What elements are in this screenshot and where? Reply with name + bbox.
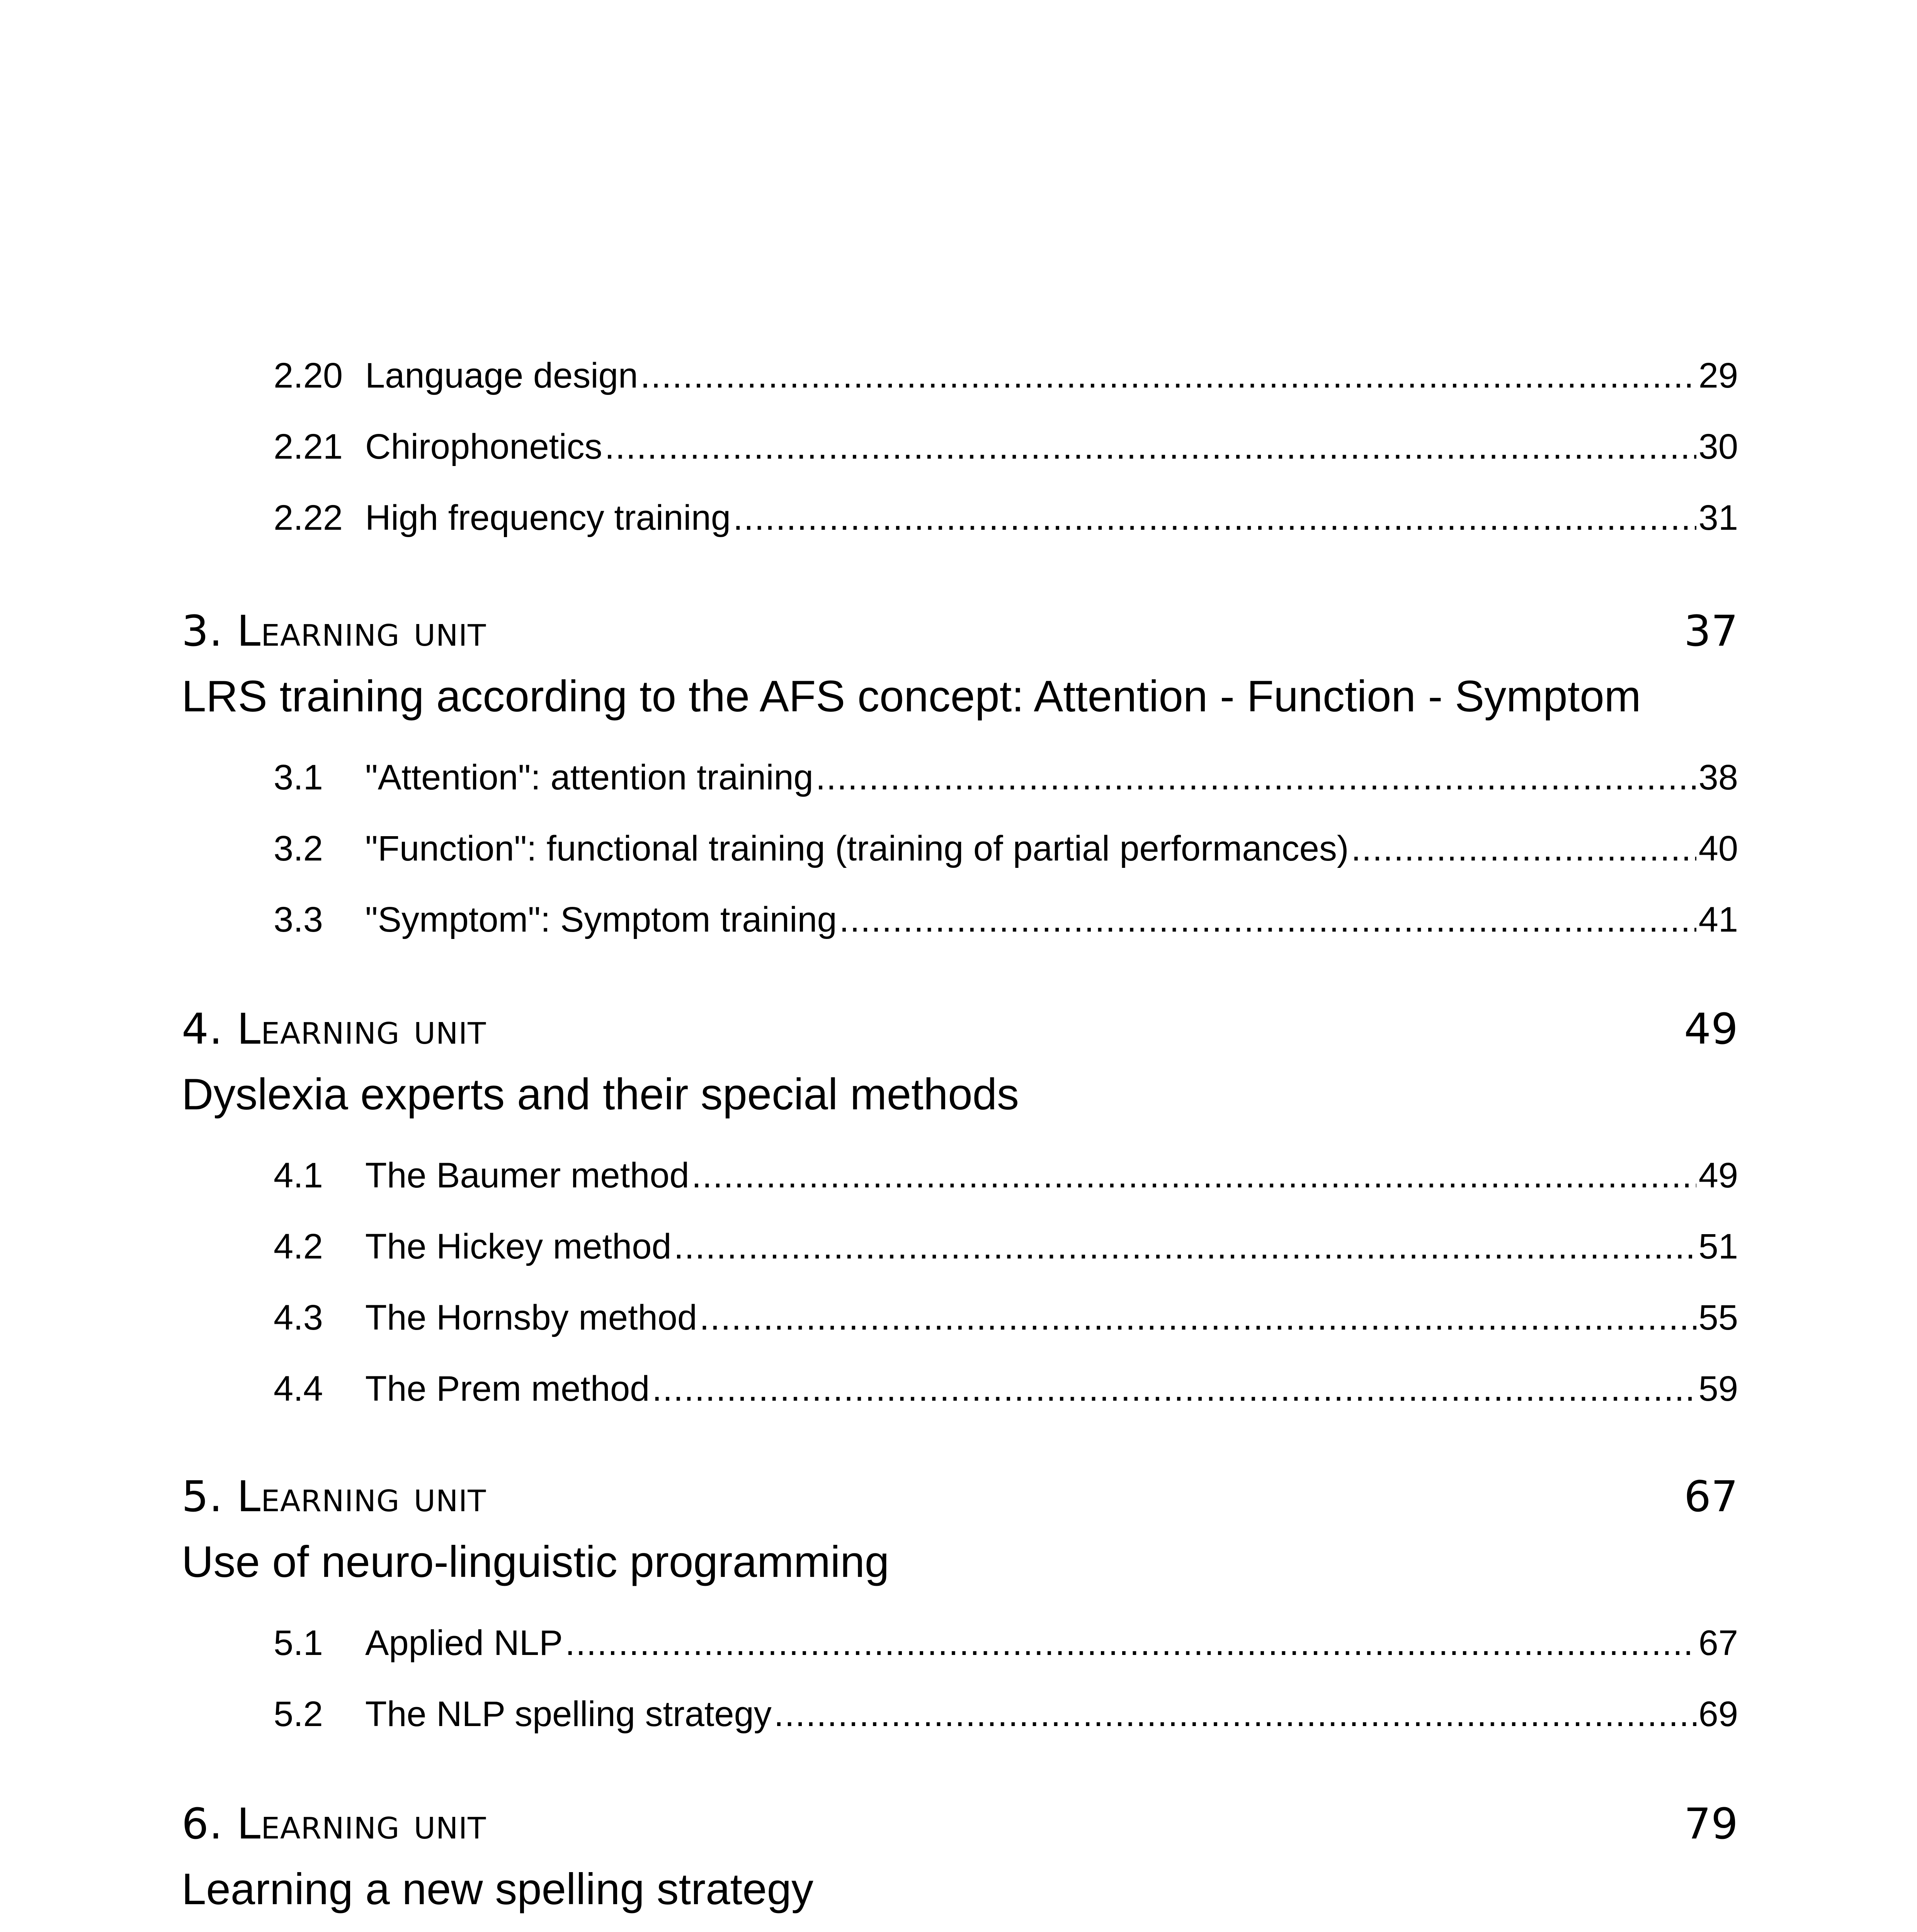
entry-number: 2.20: [274, 356, 343, 395]
unit-5-heading[interactable]: [182, 1464, 1738, 1529]
entry-number: 4.3: [274, 1298, 323, 1337]
unit-5-entries: [274, 1607, 1738, 1750]
entry-title: "Function": functional training (training of partial performances): [365, 829, 1349, 868]
unit-page: 79: [1684, 1799, 1738, 1849]
toc-entry[interactable]: [274, 813, 1738, 884]
unit-3-heading[interactable]: [182, 598, 1738, 664]
dot-leader: [1351, 813, 1696, 884]
entry-page: 69: [1698, 1694, 1738, 1734]
unit-3-entries: [274, 742, 1738, 955]
entry-title: The Baumer method: [365, 1156, 689, 1195]
entry-page: 29: [1698, 356, 1738, 395]
entry-title: The Hornsby method: [365, 1298, 697, 1337]
entry-page: 55: [1698, 1298, 1738, 1337]
entry-title: High frequency training: [365, 498, 731, 537]
entry-title: The NLP spelling strategy: [365, 1694, 772, 1734]
entry-page: 51: [1698, 1227, 1738, 1266]
unit-6-heading[interactable]: [182, 1791, 1738, 1857]
entry-number: 4.1: [274, 1156, 323, 1195]
dot-leader: [774, 1679, 1696, 1750]
dot-leader: [839, 884, 1696, 955]
entry-number: 3.2: [274, 829, 323, 868]
unit-6-subtitle: Learning a new spelling strategy: [182, 1865, 814, 1914]
entry-page: 31: [1698, 498, 1738, 537]
toc-entry[interactable]: [274, 340, 1738, 411]
unit-label: 5. Learning unit: [182, 1472, 486, 1521]
unit-4-entries: [274, 1140, 1738, 1424]
entry-title: Chirophonetics: [365, 427, 602, 466]
toc-entry[interactable]: [274, 1679, 1738, 1750]
unit-3-subtitle: LRS training according to the AFS concept: Attention - Function - Symptom: [182, 672, 1641, 721]
entry-title: "Attention": attention training: [365, 758, 813, 797]
toc-entry[interactable]: [274, 1282, 1738, 1353]
toc-entry[interactable]: [274, 1140, 1738, 1211]
entry-number: 5.2: [274, 1694, 323, 1734]
entry-number: 2.21: [274, 427, 343, 466]
unit-5-subtitle: Use of neuro-linguistic programming: [182, 1537, 890, 1587]
entry-number: 3.1: [274, 758, 323, 797]
dot-leader: [816, 742, 1696, 813]
unit-page: 67: [1684, 1472, 1738, 1521]
toc-entry[interactable]: [274, 742, 1738, 813]
entry-page: 67: [1698, 1623, 1738, 1663]
entry-number: 3.3: [274, 900, 323, 939]
dot-leader: [640, 340, 1696, 411]
unit-page: 49: [1684, 1004, 1738, 1054]
unit-label: 3. Learning unit: [182, 606, 486, 656]
unit-page: 37: [1684, 606, 1738, 656]
entry-title: The Prem method: [365, 1369, 650, 1408]
unit-label: 6. Learning unit: [182, 1799, 486, 1849]
unit-4-subtitle: Dyslexia experts and their special methods: [182, 1070, 1019, 1119]
entry-page: 41: [1698, 900, 1738, 939]
entry-title: "Symptom": Symptom training: [365, 900, 837, 939]
toc-entry[interactable]: [274, 411, 1738, 482]
entry-title: Language design: [365, 356, 638, 395]
dot-leader: [565, 1607, 1696, 1679]
dot-leader: [692, 1140, 1696, 1211]
toc-section-2-entries: [274, 340, 1738, 553]
entry-page: 40: [1698, 829, 1738, 868]
entry-title: The Hickey method: [365, 1227, 672, 1266]
entry-page: 59: [1698, 1369, 1738, 1408]
dot-leader: [699, 1282, 1696, 1353]
dot-leader: [733, 482, 1696, 553]
entry-page: 49: [1698, 1156, 1738, 1195]
entry-number: 5.1: [274, 1623, 323, 1663]
entry-title: Applied NLP: [365, 1623, 563, 1663]
toc-entry[interactable]: [274, 1211, 1738, 1282]
toc-entry[interactable]: [274, 884, 1738, 955]
entry-number: 4.2: [274, 1227, 323, 1266]
entry-page: 30: [1698, 427, 1738, 466]
unit-4-heading[interactable]: [182, 996, 1738, 1062]
toc-entry[interactable]: [274, 1607, 1738, 1679]
dot-leader: [674, 1211, 1696, 1282]
unit-label: 4. Learning unit: [182, 1004, 486, 1054]
entry-number: 4.4: [274, 1369, 323, 1408]
entry-number: 2.22: [274, 498, 343, 537]
dot-leader: [605, 411, 1696, 482]
toc-entry[interactable]: [274, 1353, 1738, 1424]
toc-entry[interactable]: [274, 482, 1738, 553]
entry-page: 38: [1698, 758, 1738, 797]
dot-leader: [652, 1353, 1696, 1424]
